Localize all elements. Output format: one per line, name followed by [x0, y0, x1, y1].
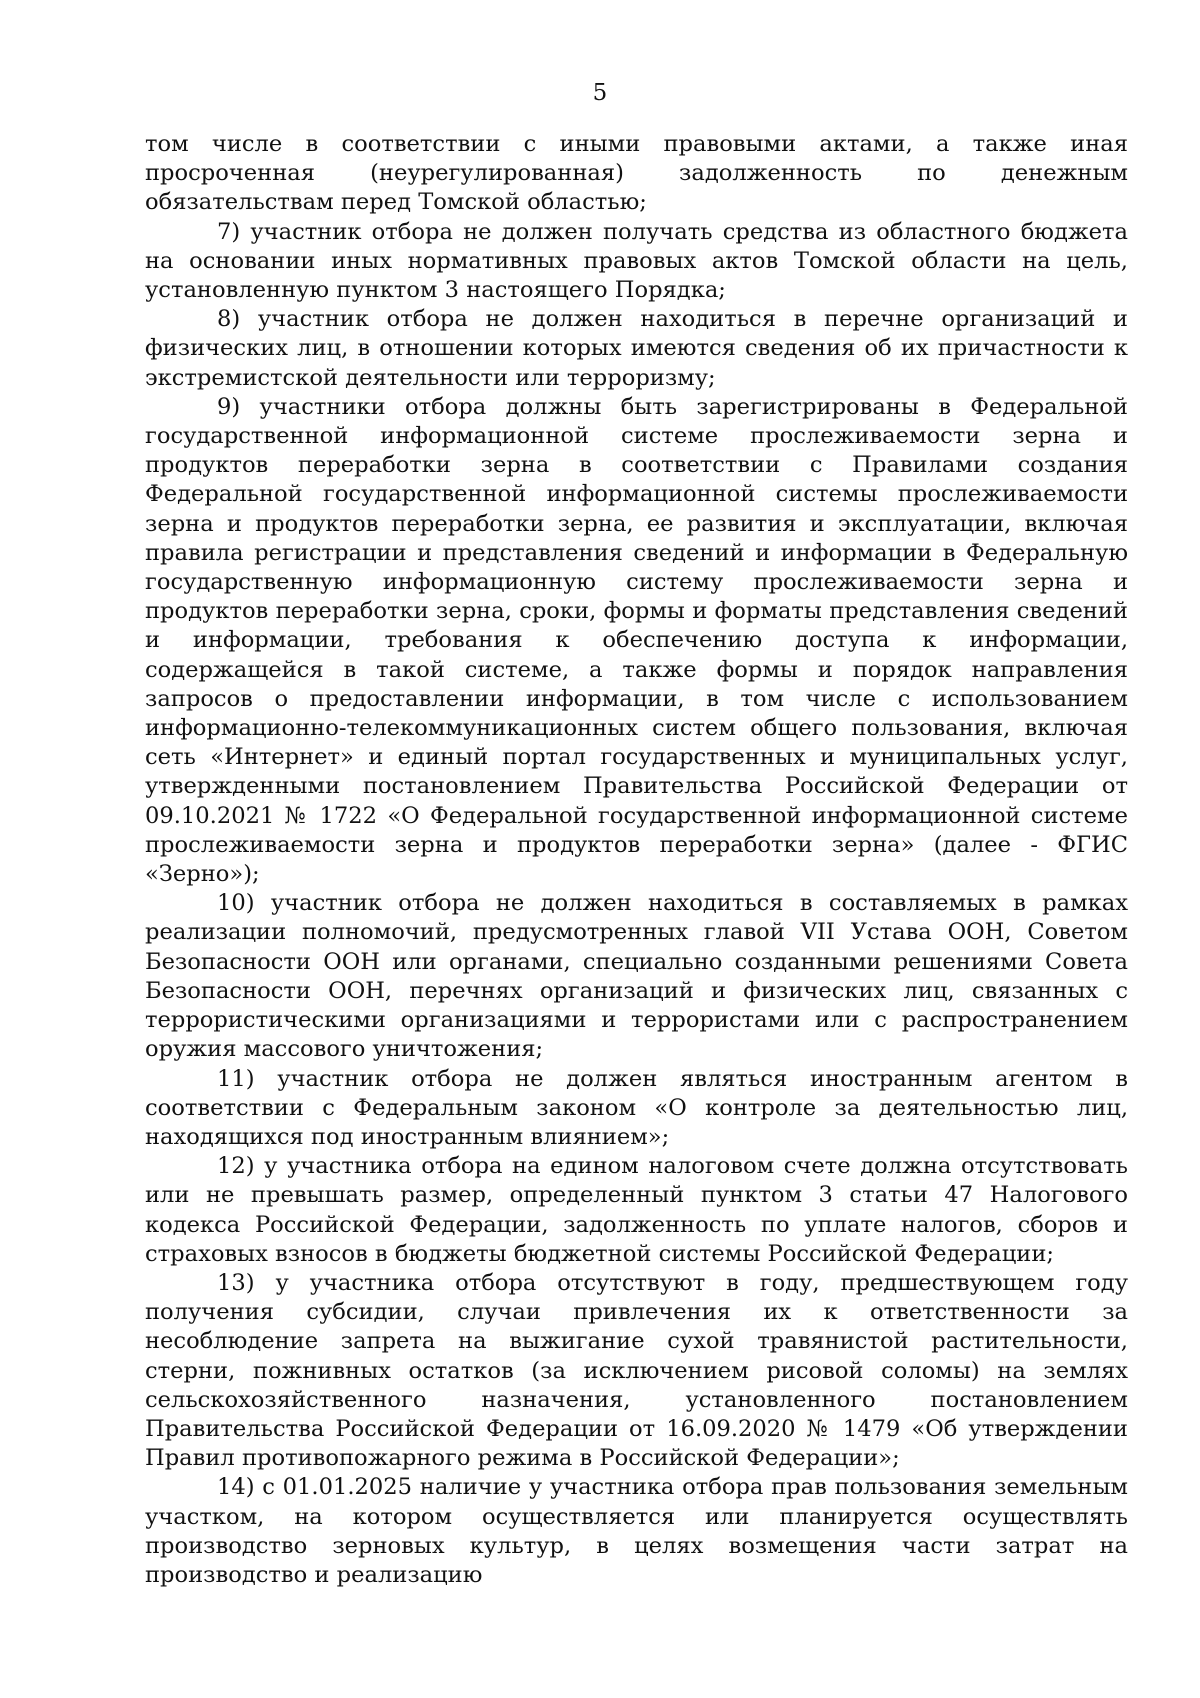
paragraph-item-14: 14) с 01.01.2025 наличие у участника отбора прав пользования земельным участком, на котором осуществляется или планируется осуществлять производство зерновых культур, в целях возмещения части затрат на производство и реализацию	[145, 1474, 1128, 1588]
paragraph-item-9: 9) участники отбора должны быть зарегистрированы в Федеральной государственной информационной системе прослеживаемости зерна и продуктов переработки зерна в соответствии с Правилами создания Федеральной государственной информационной системы прослеживаемости зерна и продуктов переработки зерна, ее развития и эксплуатации, включая правила регистрации и представления сведений и информации в Федеральную государственную информационную систему прослеживаемости зерна и продуктов переработки зерна, сроки, формы и форматы представления сведений и информации, требования к обеспечению доступа к информации, содержащейся в такой системе, а также формы и порядок направления запросов о предоставлении информации, в том числе с использованием информационно-телекоммуникационных систем общего пользования, включая сеть «Интернет» и единый портал государственных и муниципальных услуг, утвержденными постановлением Правительства Российской Федерации от 09.10.2021 № 1722 «О Федеральной государственной информационной системе прослеживаемости зерна и продуктов переработки зерна» (далее - ФГИС «Зерно»);	[145, 393, 1128, 888]
paragraph-item-12: 12) у участника отбора на едином налоговом счете должна отсутствовать или не превышать размер, определенный пунктом 3 статьи 47 Налогового кодекса Российской Федерации, задолженность по уплате налогов, сборов и страховых взносов в бюджеты бюджетной системы Российской Федерации;	[145, 1153, 1128, 1267]
paragraph-continuation: том числе в соответствии с иными правовыми актами, а также иная просроченная (неурегулированная) задолженность по денежным обязательствам перед Томской областью;	[145, 131, 1128, 216]
paragraph-item-10: 10) участник отбора не должен находиться в составляемых в рамках реализации полномочий, предусмотренных главой VII Устава ООН, Советом Безопасности ООН или органами, специально созданными решениями Совета Безопасности ООН, перечнях организаций и физических лиц, связанных с террористическими организациями и террористами или с распространением оружия массового уничтожения;	[145, 890, 1128, 1063]
paragraph-item-7: 7) участник отбора не должен получать средства из областного бюджета на основании иных нормативных правовых актов Томской области на цель, установленную пунктом 3 настоящего Порядка;	[145, 218, 1128, 304]
document-body	[145, 130, 1128, 1590]
page-number: 5	[592, 80, 608, 106]
paragraph-item-13: 13) у участника отбора отсутствуют в году, предшествующем году получения субсидии, случаи привлечения их к ответственности за несоблюдение запрета на выжигание сухой травянистой растительности, стерни, пожнивных остатков (за исключением рисовой соломы) на землях сельскохозяйственного назначения, установленного постановлением Правительства Российской Федерации от 16.09.2020 № 1479 «Об утверждении Правил противопожарного режима в Российской Федерации»;	[145, 1269, 1128, 1472]
paragraph-item-11: 11) участник отбора не должен являться иностранным агентом в соответствии с Федеральным законом «О контроле за деятельностью лиц, находящихся под иностранным влиянием»;	[145, 1065, 1128, 1150]
paragraph-item-8: 8) участник отбора не должен находиться в перечне организаций и физических лиц, в отношении которых имеются сведения об их причастности к экстремистской деятельности или терроризму;	[145, 306, 1128, 391]
